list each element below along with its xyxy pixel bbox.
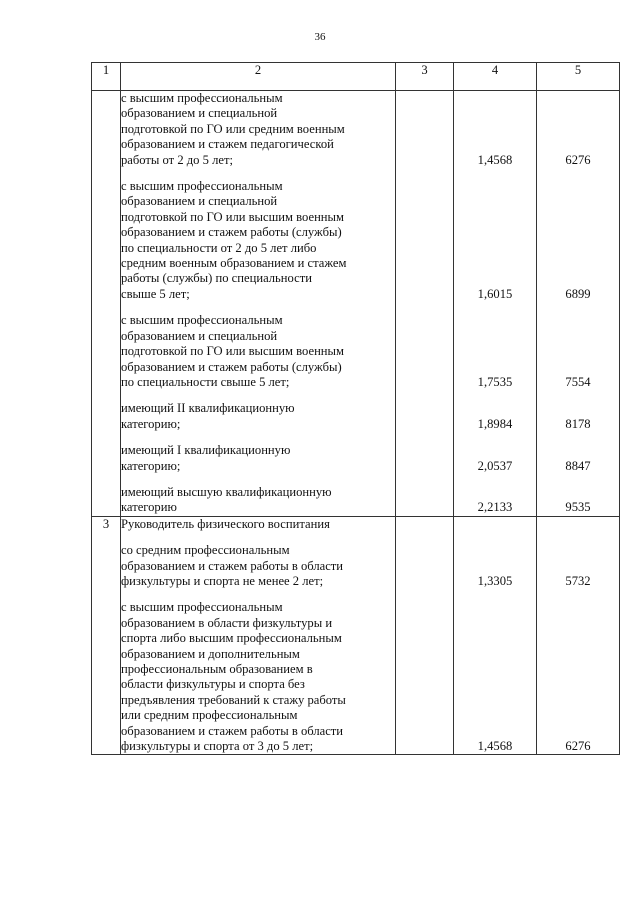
spacer bbox=[454, 631, 536, 646]
text-line: с высшим профессиональным bbox=[121, 600, 283, 615]
coefficient-value: 2,0537 bbox=[477, 458, 513, 473]
header-row bbox=[92, 63, 620, 91]
spacer bbox=[396, 122, 453, 137]
spacer bbox=[454, 662, 536, 677]
spacer bbox=[454, 724, 536, 739]
spacer bbox=[396, 543, 453, 558]
spacer bbox=[396, 241, 453, 256]
qualification-item bbox=[121, 443, 395, 474]
qualification-item bbox=[121, 313, 395, 390]
qualification-item bbox=[121, 179, 395, 302]
spacer bbox=[454, 329, 536, 344]
coefficient-value-block bbox=[454, 401, 536, 432]
salary-value-block bbox=[537, 179, 619, 302]
spacer bbox=[396, 271, 453, 286]
salary-value: 9535 bbox=[565, 500, 591, 515]
column-3-value-block bbox=[396, 401, 453, 432]
text-line: свыше 5 лет; bbox=[121, 286, 190, 301]
text-line: образованием и специальной bbox=[121, 328, 278, 343]
row-number bbox=[92, 91, 121, 517]
spacer bbox=[537, 647, 619, 662]
spacer bbox=[396, 401, 453, 416]
spacer bbox=[396, 225, 453, 240]
qualification-item bbox=[121, 91, 395, 168]
text-line: подготовкой по ГО или высшим военным bbox=[121, 209, 344, 224]
text-line: имеющий II квалификационную bbox=[121, 401, 295, 416]
text-line: с высшим профессиональным bbox=[121, 91, 283, 105]
spacer bbox=[396, 194, 453, 209]
column-3-value bbox=[396, 153, 453, 168]
spacer bbox=[396, 517, 453, 532]
text-line: образованием и стажем работы в области bbox=[121, 723, 344, 738]
spacer bbox=[537, 443, 619, 458]
column-3-value-block bbox=[396, 91, 453, 168]
spacer bbox=[537, 106, 619, 121]
text-line: профессиональным образованием в bbox=[121, 662, 313, 676]
text-line: работы (службы) по специальности bbox=[121, 271, 312, 286]
spacer bbox=[537, 631, 619, 646]
salary-value-block bbox=[537, 600, 619, 754]
spacer bbox=[454, 122, 536, 137]
salary-value: 6899 bbox=[565, 286, 591, 301]
salary-value-block bbox=[537, 91, 619, 168]
salary-cell bbox=[537, 516, 620, 755]
column-3-value bbox=[396, 287, 453, 302]
column-3-value-block bbox=[396, 485, 453, 516]
spacer bbox=[454, 106, 536, 121]
spacer bbox=[396, 256, 453, 271]
column-header-4: 4 bbox=[454, 63, 537, 91]
spacer bbox=[454, 559, 536, 574]
text-line: категорию; bbox=[121, 458, 181, 473]
coefficient-value: 2,2133 bbox=[477, 500, 513, 515]
spacer bbox=[537, 724, 619, 739]
salary-table bbox=[91, 62, 620, 755]
spacer bbox=[537, 543, 619, 558]
page-number: 36 bbox=[314, 31, 326, 43]
spacer bbox=[454, 225, 536, 240]
qualification-item bbox=[121, 543, 395, 589]
spacer bbox=[537, 225, 619, 240]
spacer bbox=[454, 360, 536, 375]
salary-value: 8847 bbox=[565, 458, 591, 473]
spacer bbox=[454, 271, 536, 286]
column-3-value-block bbox=[396, 443, 453, 474]
spacer bbox=[537, 401, 619, 416]
spacer bbox=[454, 401, 536, 416]
spacer bbox=[454, 647, 536, 662]
spacer bbox=[537, 677, 619, 692]
text-line: по специальности свыше 5 лет; bbox=[121, 374, 290, 389]
spacer bbox=[396, 708, 453, 723]
spacer bbox=[537, 360, 619, 375]
column-3-value bbox=[396, 375, 453, 390]
spacer bbox=[537, 91, 619, 106]
spacer bbox=[396, 631, 453, 646]
spacer bbox=[537, 137, 619, 152]
spacer bbox=[396, 485, 453, 500]
column-3-value bbox=[396, 500, 453, 515]
text-line: имеющий высшую квалификационную bbox=[121, 484, 332, 499]
column-header-5: 5 bbox=[537, 63, 620, 91]
spacer bbox=[396, 443, 453, 458]
text-line: с высшим профессиональным bbox=[121, 179, 283, 194]
text-line: с высшим профессиональным bbox=[121, 313, 283, 328]
spacer bbox=[396, 677, 453, 692]
spacer bbox=[454, 210, 536, 225]
spacer bbox=[537, 256, 619, 271]
spacer bbox=[396, 662, 453, 677]
table-row bbox=[92, 91, 620, 517]
coefficient-cell bbox=[454, 91, 537, 517]
coefficient-value: 1,8984 bbox=[477, 416, 513, 431]
column-3-cell bbox=[396, 91, 454, 517]
spacer bbox=[454, 693, 536, 708]
spacer bbox=[454, 543, 536, 558]
spacer bbox=[537, 122, 619, 137]
spacer bbox=[396, 329, 453, 344]
coefficient-value: 1,7535 bbox=[477, 374, 513, 389]
text-line: имеющий I квалификационную bbox=[121, 443, 291, 458]
coefficient-value-block bbox=[454, 600, 536, 754]
spacer bbox=[396, 559, 453, 574]
text-line: образованием и дополнительным bbox=[121, 646, 300, 661]
coefficient-value: 1,6015 bbox=[477, 286, 513, 301]
position-description bbox=[121, 91, 396, 517]
coefficient-value-block bbox=[454, 91, 536, 168]
salary-value: 7554 bbox=[565, 374, 591, 389]
coefficient-cell bbox=[454, 516, 537, 755]
spacer bbox=[537, 693, 619, 708]
spacer bbox=[537, 485, 619, 500]
spacer bbox=[396, 360, 453, 375]
spacer bbox=[454, 485, 536, 500]
spacer bbox=[454, 91, 536, 106]
coefficient-value-block bbox=[454, 179, 536, 302]
text-line: образованием и стажем работы (службы) bbox=[121, 359, 342, 374]
text-line: подготовкой по ГО или средним военным bbox=[121, 121, 345, 136]
column-3-value bbox=[396, 417, 453, 432]
qualification-item bbox=[121, 485, 395, 516]
coefficient-value: 1,4568 bbox=[477, 739, 513, 754]
text-line: физкультуры и спорта от 3 до 5 лет; bbox=[121, 739, 314, 754]
spacer bbox=[537, 210, 619, 225]
spacer bbox=[454, 677, 536, 692]
text-line: образованием и специальной bbox=[121, 194, 278, 209]
coefficient-value: 1,3305 bbox=[477, 573, 513, 588]
qualification-item bbox=[121, 401, 395, 432]
spacer bbox=[537, 241, 619, 256]
salary-value: 5732 bbox=[565, 573, 591, 588]
spacer bbox=[454, 600, 536, 615]
spacer bbox=[396, 616, 453, 631]
text-line: или средним профессиональным bbox=[121, 708, 298, 723]
salary-value-block bbox=[537, 485, 619, 516]
spacer bbox=[537, 194, 619, 209]
column-3-value-block bbox=[396, 600, 453, 754]
spacer bbox=[454, 616, 536, 631]
column-3-value bbox=[396, 459, 453, 474]
column-header-2: 2 bbox=[121, 63, 396, 91]
spacer bbox=[537, 559, 619, 574]
coefficient-value-block bbox=[454, 543, 536, 589]
spacer bbox=[396, 91, 453, 106]
spacer bbox=[537, 271, 619, 286]
spacer bbox=[537, 616, 619, 631]
spacer bbox=[537, 708, 619, 723]
spacer bbox=[537, 344, 619, 359]
coefficient-value-block bbox=[454, 313, 536, 390]
text-line: образованием и специальной bbox=[121, 106, 278, 121]
spacer bbox=[454, 241, 536, 256]
spacer bbox=[396, 693, 453, 708]
position-title: Руководитель физического воспитания bbox=[121, 516, 330, 531]
text-line: образованием в области физкультуры и bbox=[121, 615, 333, 630]
spacer bbox=[454, 708, 536, 723]
text-line: физкультуры и спорта не менее 2 лет; bbox=[121, 573, 324, 588]
spacer bbox=[454, 344, 536, 359]
salary-value-block bbox=[537, 401, 619, 432]
spacer bbox=[537, 662, 619, 677]
spacer bbox=[454, 179, 536, 194]
spacer bbox=[454, 256, 536, 271]
column-3-value-block bbox=[396, 543, 453, 589]
spacer bbox=[454, 194, 536, 209]
column-3-value bbox=[396, 739, 453, 754]
spacer bbox=[396, 724, 453, 739]
spacer bbox=[537, 179, 619, 194]
spacer bbox=[396, 106, 453, 121]
column-3-value-block bbox=[396, 313, 453, 390]
qualification-item bbox=[121, 600, 395, 754]
spacer bbox=[396, 313, 453, 328]
row-number: 3 bbox=[92, 516, 121, 755]
text-line: категорию; bbox=[121, 416, 181, 431]
salary-value: 6276 bbox=[565, 152, 591, 167]
salary-value-block bbox=[537, 543, 619, 589]
salary-value-block bbox=[537, 313, 619, 390]
spacer bbox=[396, 647, 453, 662]
coefficient-value-block bbox=[454, 443, 536, 474]
table-row bbox=[92, 516, 620, 755]
text-line: по специальности от 2 до 5 лет либо bbox=[121, 240, 317, 255]
text-line: области физкультуры и спорта без bbox=[121, 677, 305, 692]
text-line: предъявления требований к стажу работы bbox=[121, 692, 346, 707]
spacer bbox=[537, 600, 619, 615]
column-3-value bbox=[396, 574, 453, 589]
text-line: образованием и стажем педагогической bbox=[121, 137, 334, 152]
column-header-1: 1 bbox=[92, 63, 121, 91]
spacer bbox=[454, 137, 536, 152]
column-3-cell bbox=[396, 516, 454, 755]
coefficient-value: 1,4568 bbox=[477, 152, 513, 167]
text-line: спорта либо высшим профессиональным bbox=[121, 631, 342, 646]
position-description bbox=[121, 516, 396, 755]
spacer bbox=[454, 443, 536, 458]
spacer bbox=[454, 313, 536, 328]
text-line: образованием и стажем работы в области bbox=[121, 558, 344, 573]
column-3-value-block bbox=[396, 179, 453, 302]
salary-value-block bbox=[537, 443, 619, 474]
text-line: работы от 2 до 5 лет; bbox=[121, 152, 233, 167]
text-line: подготовкой по ГО или высшим военным bbox=[121, 344, 344, 359]
spacer bbox=[396, 137, 453, 152]
salary-value: 8178 bbox=[565, 416, 591, 431]
spacer bbox=[396, 210, 453, 225]
spacer bbox=[396, 600, 453, 615]
text-line: категорию bbox=[121, 500, 177, 515]
salary-cell bbox=[537, 91, 620, 517]
coefficient-value-block bbox=[454, 485, 536, 516]
spacer bbox=[537, 517, 619, 532]
salary-value: 6276 bbox=[565, 739, 591, 754]
text-line: средним военным образованием и стажем bbox=[121, 256, 347, 271]
spacer bbox=[537, 329, 619, 344]
spacer bbox=[396, 344, 453, 359]
spacer bbox=[396, 179, 453, 194]
column-header-3: 3 bbox=[396, 63, 454, 91]
spacer bbox=[454, 517, 536, 532]
text-line: со средним профессиональным bbox=[121, 543, 290, 558]
text-line: образованием и стажем работы (службы) bbox=[121, 225, 342, 240]
spacer bbox=[537, 313, 619, 328]
